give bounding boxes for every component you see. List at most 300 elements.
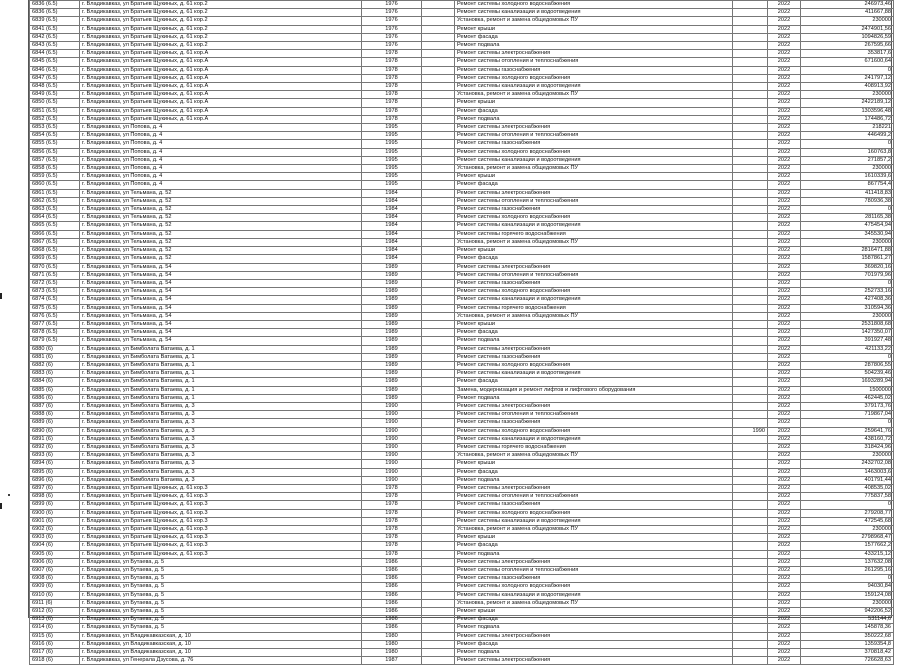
cell-address: г. Владикавказ, ул Бимболата Ватаева, д. 1 <box>80 353 362 361</box>
cell-cost: 287806,55 <box>801 361 894 369</box>
cell-repair-year: 2022 <box>768 402 801 410</box>
cell-cost: 0 <box>801 501 894 509</box>
cell-build-year: 1995 <box>362 181 422 189</box>
cell-row-number: 6902 (6) <box>30 526 80 534</box>
cell-row-number: 6888 (6) <box>30 411 80 419</box>
cell-cost: 421133,22 <box>801 345 894 353</box>
cell-address: г. Владикавказ, ул Бимболата Ватаева, д. 3 <box>80 468 362 476</box>
cell-row-number: 6860 (6.5) <box>30 181 80 189</box>
cell-cost: 719867,04 <box>801 411 894 419</box>
cell-work-type: Ремонт фасада <box>455 378 733 386</box>
cell-row-number: 6836 (6.5) <box>30 1 80 9</box>
cell-empty <box>422 591 455 599</box>
cell-address: г. Владикавказ, ул Тельмана, д. 54 <box>80 271 362 279</box>
cell-row-number: 6890 (6) <box>30 427 80 435</box>
cell-build-year: 1989 <box>362 320 422 328</box>
cell-address: г. Владикавказ, ул Попова, д. 4 <box>80 165 362 173</box>
cell-address: г. Владикавказ, ул Тельмана, д. 52 <box>80 206 362 214</box>
cell-empty <box>422 649 455 657</box>
table-row <box>30 17 894 25</box>
cell-row-number: 6900 (6) <box>30 509 80 517</box>
table-row <box>30 616 894 624</box>
cell-row-number: 6878 (6.5) <box>30 329 80 337</box>
cell-row-number: 6869 (6.5) <box>30 255 80 263</box>
cell-work-type: Ремонт крыши <box>455 320 733 328</box>
cell-empty <box>422 107 455 115</box>
cell-row-number: 6898 (6) <box>30 493 80 501</box>
cell-repair-year: 2022 <box>768 468 801 476</box>
cell-build-year: 1995 <box>362 165 422 173</box>
cell-row-number: 6897 (6) <box>30 484 80 492</box>
cell-build-year: 1984 <box>362 247 422 255</box>
table-row <box>30 452 894 460</box>
cell-extra-year <box>733 575 768 583</box>
table-row <box>30 91 894 99</box>
cell-extra-year <box>733 173 768 181</box>
cell-address: г. Владикавказ, ул Тельмана, д. 54 <box>80 312 362 320</box>
cell-empty <box>422 640 455 648</box>
cell-build-year: 1989 <box>362 304 422 312</box>
cell-repair-year: 2022 <box>768 74 801 82</box>
table-row <box>30 567 894 575</box>
table-row <box>30 386 894 394</box>
table-row <box>30 279 894 287</box>
cell-build-year: 1990 <box>362 419 422 427</box>
cell-work-type: Ремонт системы электроснабжения <box>455 345 733 353</box>
cell-work-type: Ремонт подвала <box>455 115 733 123</box>
cell-address: г. Владикавказ, ул Бимболата Ватаева, д. 1 <box>80 378 362 386</box>
cell-repair-year: 2022 <box>768 173 801 181</box>
cell-cost: 401791,44 <box>801 476 894 484</box>
cell-extra-year <box>733 1 768 9</box>
cell-work-type: Установка, ремонт и замена общедомовых ПУ <box>455 17 733 25</box>
cell-address: г. Владикавказ, ул Братьев Щукиных, д. 61 кор.А <box>80 115 362 123</box>
cell-build-year: 1990 <box>362 435 422 443</box>
cell-cost: 94030,84 <box>801 583 894 591</box>
cell-extra-year <box>733 361 768 369</box>
cell-cost: 370818,42 <box>801 649 894 657</box>
cell-build-year: 1986 <box>362 608 422 616</box>
cell-empty <box>422 493 455 501</box>
cell-empty <box>422 165 455 173</box>
cell-address: г. Владикавказ, ул Попова, д. 4 <box>80 140 362 148</box>
cell-extra-year <box>733 132 768 140</box>
cell-cost: 230000 <box>801 238 894 246</box>
table-row <box>30 1 894 9</box>
cell-work-type: Ремонт подвала <box>455 42 733 50</box>
cell-address: г. Владикавказ, ул Тельмана, д. 54 <box>80 320 362 328</box>
cell-cost: 462445,02 <box>801 394 894 402</box>
cell-build-year: 1989 <box>362 386 422 394</box>
table-row <box>30 296 894 304</box>
cell-address: г. Владикавказ, ул Братьев Щукиных, д. 61 кор.3 <box>80 542 362 550</box>
cell-build-year: 1989 <box>362 345 422 353</box>
cell-repair-year: 2022 <box>768 501 801 509</box>
cell-empty <box>422 386 455 394</box>
cell-build-year: 1984 <box>362 189 422 197</box>
table-row <box>30 657 894 665</box>
cell-build-year: 1978 <box>362 534 422 542</box>
cell-repair-year: 2022 <box>768 247 801 255</box>
cell-row-number: 6891 (6) <box>30 435 80 443</box>
cell-row-number: 6863 (6.5) <box>30 206 80 214</box>
cell-work-type: Ремонт подвала <box>455 476 733 484</box>
cell-empty <box>422 443 455 451</box>
cell-repair-year: 2022 <box>768 115 801 123</box>
cell-cost: 1587861,27 <box>801 255 894 263</box>
cell-build-year: 1990 <box>362 411 422 419</box>
scan-mark <box>0 293 2 299</box>
cell-row-number: 6864 (6.5) <box>30 214 80 222</box>
table-row <box>30 189 894 197</box>
cell-build-year: 1984 <box>362 206 422 214</box>
cell-extra-year <box>733 148 768 156</box>
cell-work-type: Ремонт фасада <box>455 329 733 337</box>
cell-row-number: 6899 (6) <box>30 501 80 509</box>
cell-row-number: 6845 (6.5) <box>30 58 80 66</box>
cell-address: г. Владикавказ, ул Попова, д. 4 <box>80 124 362 132</box>
cell-row-number: 6903 (6) <box>30 534 80 542</box>
cell-build-year: 1990 <box>362 452 422 460</box>
cell-work-type: Ремонт фасада <box>455 181 733 189</box>
cell-cost: 1610339,6 <box>801 173 894 181</box>
cell-row-number: 6893 (6) <box>30 452 80 460</box>
table-row <box>30 288 894 296</box>
cell-cost: 2798968,47 <box>801 534 894 542</box>
cell-cost: 318424,96 <box>801 443 894 451</box>
table-row <box>30 132 894 140</box>
cell-row-number: 6849 (6.5) <box>30 91 80 99</box>
table-row <box>30 501 894 509</box>
cell-row-number: 6901 (6) <box>30 517 80 525</box>
cell-row-number: 6909 (6) <box>30 583 80 591</box>
cell-row-number: 6847 (6.5) <box>30 74 80 82</box>
cell-extra-year <box>733 353 768 361</box>
cell-extra-year <box>733 509 768 517</box>
cell-build-year: 1987 <box>362 657 422 665</box>
cell-address: г. Владикавказ, ул Бимболата Ватаева, д. 1 <box>80 361 362 369</box>
cell-repair-year: 2022 <box>768 337 801 345</box>
cell-empty <box>422 550 455 558</box>
cell-row-number: 6914 (6) <box>30 624 80 632</box>
cell-empty <box>422 66 455 74</box>
cell-extra-year <box>733 345 768 353</box>
cell-work-type: Ремонт системы отопления и теплоснабжения <box>455 493 733 501</box>
cell-cost: 2531808,68 <box>801 320 894 328</box>
cell-work-type: Ремонт системы электроснабжения <box>455 189 733 197</box>
cell-work-type: Ремонт системы электроснабжения <box>455 50 733 58</box>
cell-repair-year: 2022 <box>768 66 801 74</box>
cell-work-type: Ремонт системы газоснабжения <box>455 206 733 214</box>
cell-build-year: 1976 <box>362 42 422 50</box>
cell-empty <box>422 238 455 246</box>
cell-work-type: Установка, ремонт и замена общедомовых ПУ <box>455 91 733 99</box>
cell-cost: 174486,72 <box>801 115 894 123</box>
cell-work-type: Ремонт крыши <box>455 173 733 181</box>
cell-cost: 310594,36 <box>801 304 894 312</box>
cell-row-number: 6873 (6.5) <box>30 288 80 296</box>
cell-repair-year: 2022 <box>768 271 801 279</box>
cell-build-year: 1976 <box>362 33 422 41</box>
cell-repair-year: 2022 <box>768 107 801 115</box>
cell-address: г. Владикавказ, ул Бутаева, д. 5 <box>80 558 362 566</box>
cell-empty <box>422 296 455 304</box>
cell-cost: 230000 <box>801 599 894 607</box>
cell-empty <box>422 214 455 222</box>
cell-repair-year: 2022 <box>768 435 801 443</box>
cell-work-type: Ремонт системы отопления и теплоснабжения <box>455 58 733 66</box>
table-row <box>30 255 894 263</box>
cell-work-type: Ремонт системы канализации и водоотведения <box>455 370 733 378</box>
cell-extra-year <box>733 443 768 451</box>
cell-address: г. Владикавказ, ул Братьев Щукиных, д. 61 кор.А <box>80 58 362 66</box>
table-row <box>30 66 894 74</box>
cell-empty <box>422 378 455 386</box>
cell-repair-year: 2022 <box>768 263 801 271</box>
cell-repair-year: 2022 <box>768 517 801 525</box>
cell-build-year: 1978 <box>362 517 422 525</box>
table-row <box>30 624 894 632</box>
cell-extra-year <box>733 279 768 287</box>
cell-build-year: 1978 <box>362 550 422 558</box>
cell-cost: 0 <box>801 206 894 214</box>
cell-empty <box>422 50 455 58</box>
cell-repair-year: 2022 <box>768 534 801 542</box>
cell-cost: 0 <box>801 66 894 74</box>
cell-empty <box>422 337 455 345</box>
table-row <box>30 411 894 419</box>
table-row <box>30 632 894 640</box>
cell-build-year: 1995 <box>362 132 422 140</box>
cell-row-number: 6907 (6) <box>30 567 80 575</box>
cell-repair-year: 2022 <box>768 181 801 189</box>
table-row <box>30 238 894 246</box>
cell-empty <box>422 115 455 123</box>
cell-address: г. Владикавказ, ул Бимболата Ватаева, д. 3 <box>80 460 362 468</box>
cell-repair-year: 2022 <box>768 476 801 484</box>
table-row <box>30 25 894 33</box>
cell-repair-year: 2022 <box>768 255 801 263</box>
cell-row-number: 6844 (6.5) <box>30 50 80 58</box>
cell-work-type: Замена, модернизация и ремонт лифтов и лифтового оборудования <box>455 386 733 394</box>
cell-address: г. Владикавказ, ул Братьев Щукиных, д. 61 кор.А <box>80 99 362 107</box>
table-row <box>30 271 894 279</box>
table-row <box>30 140 894 148</box>
cell-cost: 281165,38 <box>801 214 894 222</box>
cell-extra-year <box>733 222 768 230</box>
cell-work-type: Ремонт фасада <box>455 640 733 648</box>
cell-extra-year <box>733 255 768 263</box>
cell-address: г. Владикавказ, ул Братьев Щукиных, д. 61 кор.А <box>80 50 362 58</box>
cell-work-type: Ремонт системы горячего водоснабжения <box>455 443 733 451</box>
cell-row-number: 6856 (6.5) <box>30 148 80 156</box>
scan-mark <box>0 503 2 509</box>
cell-extra-year <box>733 124 768 132</box>
cell-row-number: 6883 (6) <box>30 370 80 378</box>
cell-extra-year <box>733 624 768 632</box>
cell-empty <box>422 567 455 575</box>
cell-build-year: 1976 <box>362 1 422 9</box>
cell-address: г. Владикавказ, ул Бимболата Ватаева, д. 3 <box>80 427 362 435</box>
cell-build-year: 1978 <box>362 58 422 66</box>
cell-extra-year <box>733 74 768 82</box>
cell-work-type: Ремонт системы электроснабжения <box>455 657 733 665</box>
cell-cost: 411418,83 <box>801 189 894 197</box>
cell-address: г. Владикавказ, ул Братьев Щукиных, д. 61 кор.2 <box>80 17 362 25</box>
cell-repair-year: 2022 <box>768 353 801 361</box>
table-row <box>30 156 894 164</box>
cell-build-year: 1989 <box>362 288 422 296</box>
cell-cost: 1427350,07 <box>801 329 894 337</box>
cell-work-type: Ремонт системы газоснабжения <box>455 66 733 74</box>
cell-empty <box>422 320 455 328</box>
cell-row-number: 6887 (6) <box>30 402 80 410</box>
cell-repair-year: 2022 <box>768 378 801 386</box>
cell-address: г. Владикавказ, ул Попова, д. 4 <box>80 173 362 181</box>
cell-row-number: 6852 (6.5) <box>30 115 80 123</box>
cell-work-type: Ремонт подвала <box>455 394 733 402</box>
cell-cost: 0 <box>801 575 894 583</box>
cell-row-number: 6843 (6.5) <box>30 42 80 50</box>
cell-cost: 261295,16 <box>801 567 894 575</box>
cell-row-number: 6882 (6) <box>30 361 80 369</box>
table-row <box>30 402 894 410</box>
cell-cost: 446499,2 <box>801 132 894 140</box>
cell-cost: 408535,02 <box>801 484 894 492</box>
cell-row-number: 6917 (6) <box>30 649 80 657</box>
cell-cost: 942206,52 <box>801 608 894 616</box>
cell-build-year: 1995 <box>362 140 422 148</box>
cell-work-type: Ремонт системы газоснабжения <box>455 353 733 361</box>
table-row <box>30 484 894 492</box>
cell-extra-year <box>733 534 768 542</box>
cell-extra-year <box>733 616 768 624</box>
cell-address: г. Владикавказ, ул Бимболата Ватаева, д. 1 <box>80 394 362 402</box>
cell-row-number: 6915 (6) <box>30 632 80 640</box>
cell-address: г. Владикавказ, ул Тельмана, д. 54 <box>80 296 362 304</box>
table-row <box>30 419 894 427</box>
cell-build-year: 1986 <box>362 558 422 566</box>
cell-address: г. Владикавказ, ул Попова, д. 4 <box>80 181 362 189</box>
table-row <box>30 649 894 657</box>
cell-row-number: 6865 (6.5) <box>30 222 80 230</box>
cell-extra-year <box>733 304 768 312</box>
cell-build-year: 1980 <box>362 640 422 648</box>
cell-repair-year: 2022 <box>768 33 801 41</box>
cell-work-type: Ремонт системы холодного водоснабжения <box>455 74 733 82</box>
cell-extra-year <box>733 263 768 271</box>
table-row <box>30 99 894 107</box>
cell-build-year: 1989 <box>362 329 422 337</box>
cell-repair-year: 2022 <box>768 452 801 460</box>
cell-address: г. Владикавказ, ул Попова, д. 4 <box>80 156 362 164</box>
cell-address: г. Владикавказ, ул Братьев Щукиных, д. 61 кор.2 <box>80 1 362 9</box>
cell-extra-year <box>733 271 768 279</box>
cell-repair-year: 2022 <box>768 124 801 132</box>
cell-empty <box>422 632 455 640</box>
cell-work-type: Ремонт системы канализации и водоотведения <box>455 222 733 230</box>
table-row <box>30 608 894 616</box>
table-row <box>30 353 894 361</box>
cell-work-type: Ремонт системы газоснабжения <box>455 501 733 509</box>
cell-row-number: 6866 (6.5) <box>30 230 80 238</box>
cell-row-number: 6879 (6.5) <box>30 337 80 345</box>
cell-repair-year: 2022 <box>768 288 801 296</box>
table-row <box>30 378 894 386</box>
cell-extra-year <box>733 337 768 345</box>
cell-repair-year: 2022 <box>768 427 801 435</box>
cell-cost: 0 <box>801 419 894 427</box>
cell-work-type: Ремонт системы холодного водоснабжения <box>455 214 733 222</box>
cell-repair-year: 2022 <box>768 25 801 33</box>
cell-address: г. Владикавказ, ул Братьев Щукиных, д. 61 кор.3 <box>80 517 362 525</box>
cell-empty <box>422 624 455 632</box>
cell-work-type: Ремонт системы отопления и теплоснабжения <box>455 271 733 279</box>
cell-address: г. Владикавказ, ул Братьев Щукиных, д. 61 кор.3 <box>80 550 362 558</box>
cell-address: г. Владикавказ, ул Бимболата Ватаева, д. 3 <box>80 443 362 451</box>
cell-empty <box>422 558 455 566</box>
cell-row-number: 6881 (6) <box>30 353 80 361</box>
cell-work-type: Ремонт системы холодного водоснабжения <box>455 509 733 517</box>
cell-extra-year <box>733 501 768 509</box>
cell-work-type: Установка, ремонт и замена общедомовых ПУ <box>455 452 733 460</box>
cell-repair-year: 2022 <box>768 640 801 648</box>
table-row <box>30 247 894 255</box>
table-row <box>30 583 894 591</box>
cell-repair-year: 2022 <box>768 624 801 632</box>
cell-build-year: 1978 <box>362 484 422 492</box>
cell-cost: 1463003,6 <box>801 468 894 476</box>
cell-repair-year: 2022 <box>768 460 801 468</box>
cell-row-number: 6884 (6) <box>30 378 80 386</box>
cell-cost: 433215,12 <box>801 550 894 558</box>
cell-build-year: 1984 <box>362 197 422 205</box>
cell-cost: 411667,88 <box>801 9 894 17</box>
table-row <box>30 427 894 435</box>
cell-empty <box>422 230 455 238</box>
cell-row-number: 6876 (6.5) <box>30 312 80 320</box>
table-row <box>30 320 894 328</box>
table-row <box>30 148 894 156</box>
cell-row-number: 6908 (6) <box>30 575 80 583</box>
cell-extra-year <box>733 296 768 304</box>
cell-extra-year <box>733 435 768 443</box>
table-row <box>30 107 894 115</box>
cell-build-year: 1990 <box>362 476 422 484</box>
cell-empty <box>422 542 455 550</box>
cell-extra-year <box>733 542 768 550</box>
cell-build-year: 1986 <box>362 616 422 624</box>
cell-empty <box>422 484 455 492</box>
cell-address: г. Владикавказ, ул Тельмана, д. 52 <box>80 247 362 255</box>
cell-build-year: 1989 <box>362 378 422 386</box>
cell-empty <box>422 83 455 91</box>
cell-extra-year <box>733 386 768 394</box>
cell-row-number: 6857 (6.5) <box>30 156 80 164</box>
cell-empty <box>422 526 455 534</box>
cell-address: г. Владикавказ, ул Братьев Щукиных, д. 61 кор.3 <box>80 534 362 542</box>
cell-address: г. Владикавказ, ул Тельмана, д. 54 <box>80 263 362 271</box>
cell-empty <box>422 33 455 41</box>
cell-address: г. Владикавказ, ул Бимболата Ватаева, д. 3 <box>80 476 362 484</box>
cell-extra-year <box>733 526 768 534</box>
cell-empty <box>422 9 455 17</box>
cell-row-number: 6858 (6.5) <box>30 165 80 173</box>
table-row <box>30 329 894 337</box>
cell-cost: 159124,08 <box>801 591 894 599</box>
cell-extra-year <box>733 550 768 558</box>
cell-empty <box>422 181 455 189</box>
